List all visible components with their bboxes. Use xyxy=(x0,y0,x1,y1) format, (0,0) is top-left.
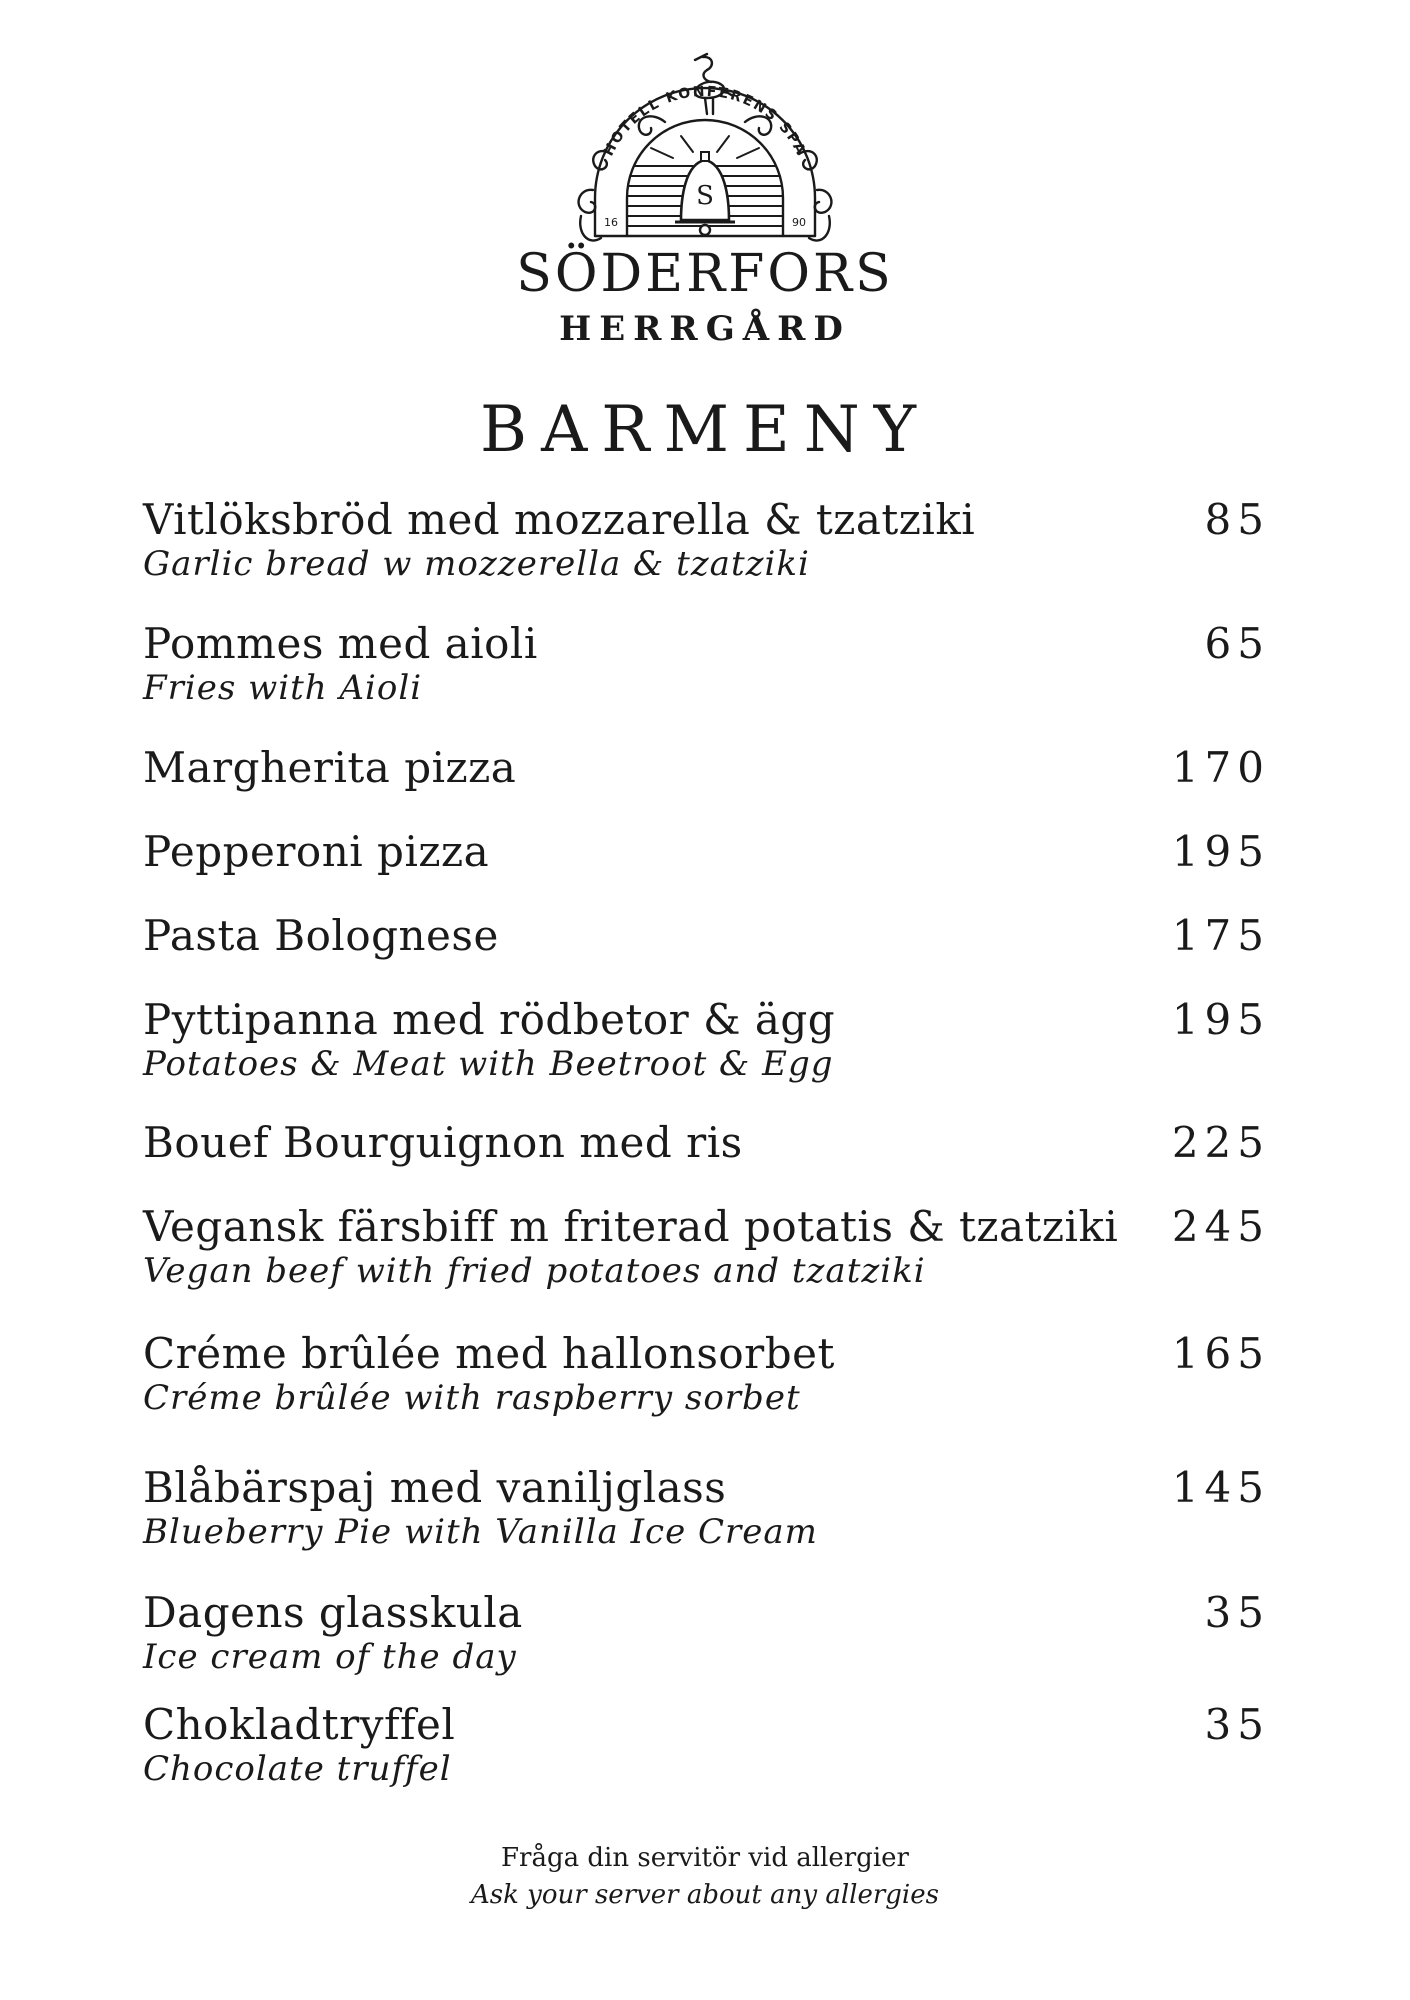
item-description: Garlic bread w mozzerella & tzatziki xyxy=(143,544,810,584)
item-description: Blueberry Pie with Vanilla Ice Cream xyxy=(143,1512,818,1552)
item-name: Bouef Bourguignon med ris xyxy=(143,1118,743,1167)
logo-year-right: 90 xyxy=(792,216,806,229)
allergy-note-swedish: Fråga din servitör vid allergier xyxy=(501,1843,909,1873)
item-name: Créme brûlée med hallonsorbet xyxy=(143,1329,835,1378)
item-description: Créme brûlée with raspberry sorbet xyxy=(143,1378,801,1418)
item-price: 165 xyxy=(1171,1329,1270,1378)
bell-icon xyxy=(675,152,735,235)
item-price: 35 xyxy=(1204,1700,1270,1749)
menu-item xyxy=(143,827,1270,877)
menu-item xyxy=(143,1202,1270,1290)
item-description: Vegan beef with fried potatoes and tzatziki xyxy=(143,1251,926,1291)
crane-icon xyxy=(695,54,733,114)
menu-title: BARMENY xyxy=(480,393,930,467)
item-description: Fries with Aioli xyxy=(143,668,423,708)
bell-letter: S xyxy=(696,181,714,211)
item-name: Dagens glasskula xyxy=(143,1588,523,1637)
item-name: Chokladtryffel xyxy=(143,1700,456,1749)
menu-item xyxy=(143,1329,1270,1417)
item-description: Chocolate truffel xyxy=(143,1749,452,1789)
menu-item xyxy=(143,1700,1270,1788)
item-name: Margherita pizza xyxy=(143,743,517,792)
item-name: Pyttipanna med rödbetor & ägg xyxy=(143,995,836,1044)
brand-name: SÖDERFORS xyxy=(516,244,894,304)
scroll-ornament-right xyxy=(745,116,831,240)
menu-item xyxy=(143,1588,1270,1676)
item-name: Vitlöksbröd med mozzarella & tzatziki xyxy=(143,495,976,544)
menu-item xyxy=(143,743,1270,793)
item-price: 195 xyxy=(1171,995,1270,1044)
brand-subtitle: HERRGÅRD xyxy=(559,309,851,349)
menu-item xyxy=(143,995,1270,1083)
allergy-note-english: Ask your server about any allergies xyxy=(471,1880,939,1910)
item-price: 35 xyxy=(1204,1588,1270,1637)
item-price: 145 xyxy=(1171,1463,1270,1512)
item-price: 245 xyxy=(1171,1202,1270,1251)
item-description: Potatoes & Meat with Beetroot & Egg xyxy=(143,1044,834,1084)
item-price: 225 xyxy=(1171,1118,1270,1167)
item-price: 195 xyxy=(1171,827,1270,876)
menu-item xyxy=(143,1118,1270,1168)
soderfors-logo xyxy=(555,48,855,248)
menu-item xyxy=(143,1463,1270,1551)
logo-year-left: 16 xyxy=(604,216,618,229)
item-name: Pasta Bolognese xyxy=(143,911,499,960)
item-price: 65 xyxy=(1204,619,1270,668)
item-name: Pommes med aioli xyxy=(143,619,538,668)
logo-arc-text: HOTELL KONFERENS SPA xyxy=(600,83,810,159)
item-price: 85 xyxy=(1204,495,1270,544)
item-name: Vegansk färsbiff m friterad potatis & tzatziki xyxy=(143,1202,1119,1251)
item-price: 170 xyxy=(1171,743,1270,792)
menu-item xyxy=(143,619,1270,707)
menu-item xyxy=(143,495,1270,583)
item-name: Pepperoni pizza xyxy=(143,827,490,876)
item-price: 175 xyxy=(1171,911,1270,960)
item-description: Ice cream of the day xyxy=(143,1637,517,1677)
item-name: Blåbärspaj med vaniljglass xyxy=(143,1463,727,1512)
menu-item xyxy=(143,911,1270,961)
